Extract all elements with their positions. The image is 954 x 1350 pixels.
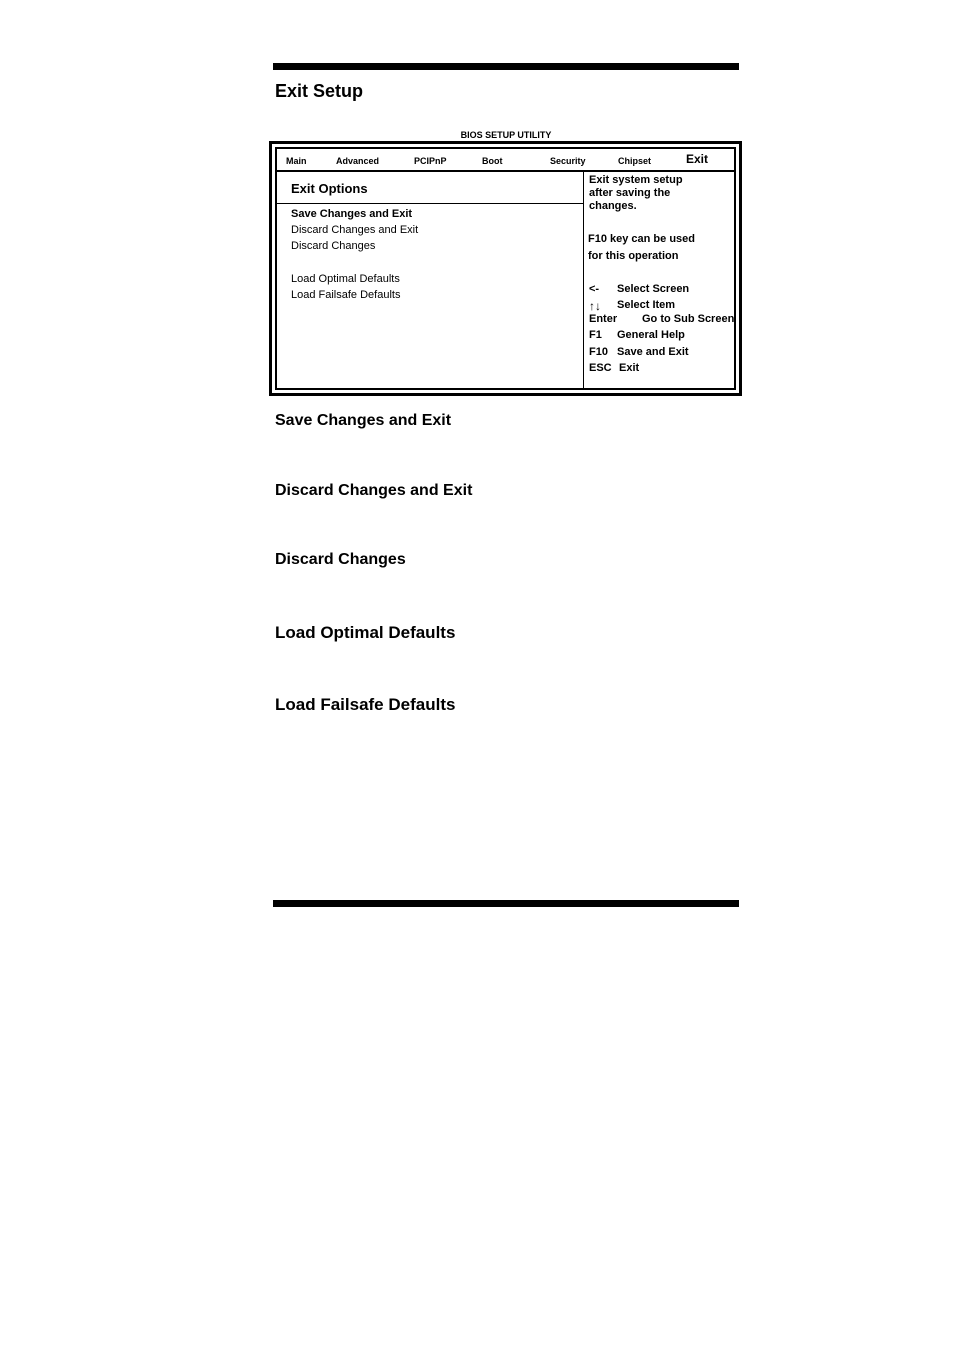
menu-security[interactable]: Security [550,156,586,166]
menu-advanced[interactable]: Advanced [336,156,380,166]
help-line: Exit system setup [589,174,683,186]
bios-menu-bar [277,149,734,172]
key-arrows-action: Select Item [617,299,676,311]
key-f10-action: Save and Exit [617,346,689,358]
menu-exit[interactable]: Exit [686,152,709,166]
bios-inner-frame [275,147,736,390]
arrows-up-down-icon: ↑↓ [589,299,601,313]
help-description [589,174,683,213]
option-save-changes-and-exit[interactable]: Save Changes and Exit [291,208,413,220]
option-discard-changes-and-exit[interactable]: Discard Changes and Exit [291,224,419,236]
key-left-arrow-action: Select Screen [617,283,690,295]
bios-caption: BIOS SETUP UTILITY [460,130,552,140]
key-esc: ESC [589,362,612,374]
key-enter-action: Go to Sub Screen [642,313,735,325]
section-discard-changes-and-exit: Discard Changes and Exit [275,482,473,499]
bios-screen [269,141,742,396]
help-note-line-2: for this operation [588,250,679,262]
key-enter: Enter [589,313,618,325]
menu-chipset[interactable]: Chipset [618,156,652,166]
options-panel-header [277,172,583,204]
menu-pcipnp[interactable]: PCIPnP [414,156,447,166]
section-discard-changes: Discard Changes [275,551,406,568]
key-f10: F10 [589,346,608,358]
help-line: after saving the [589,187,671,199]
help-note-line-1: F10 key can be used [588,233,695,245]
option-load-failsafe-defaults[interactable]: Load Failsafe Defaults [291,289,401,301]
section-save-changes-and-exit: Save Changes and Exit [275,412,452,429]
section-load-failsafe-defaults: Load Failsafe Defaults [275,695,456,714]
key-left-arrow: <- [589,283,600,295]
menu-main[interactable]: Main [286,156,307,166]
options-panel-title: Exit Options [291,181,368,196]
key-esc-action: Exit [619,362,640,374]
page-title: Exit Setup [275,81,364,101]
top-rule [273,63,739,70]
key-f1-action: General Help [617,329,685,341]
bottom-rule [273,900,739,907]
menu-boot[interactable]: Boot [482,156,503,166]
key-f1: F1 [589,329,602,341]
option-discard-changes[interactable]: Discard Changes [291,240,376,252]
options-panel [277,172,584,388]
option-load-optimal-defaults[interactable]: Load Optimal Defaults [291,273,400,285]
section-load-optimal-defaults: Load Optimal Defaults [275,623,456,642]
help-line: changes. [589,200,637,212]
